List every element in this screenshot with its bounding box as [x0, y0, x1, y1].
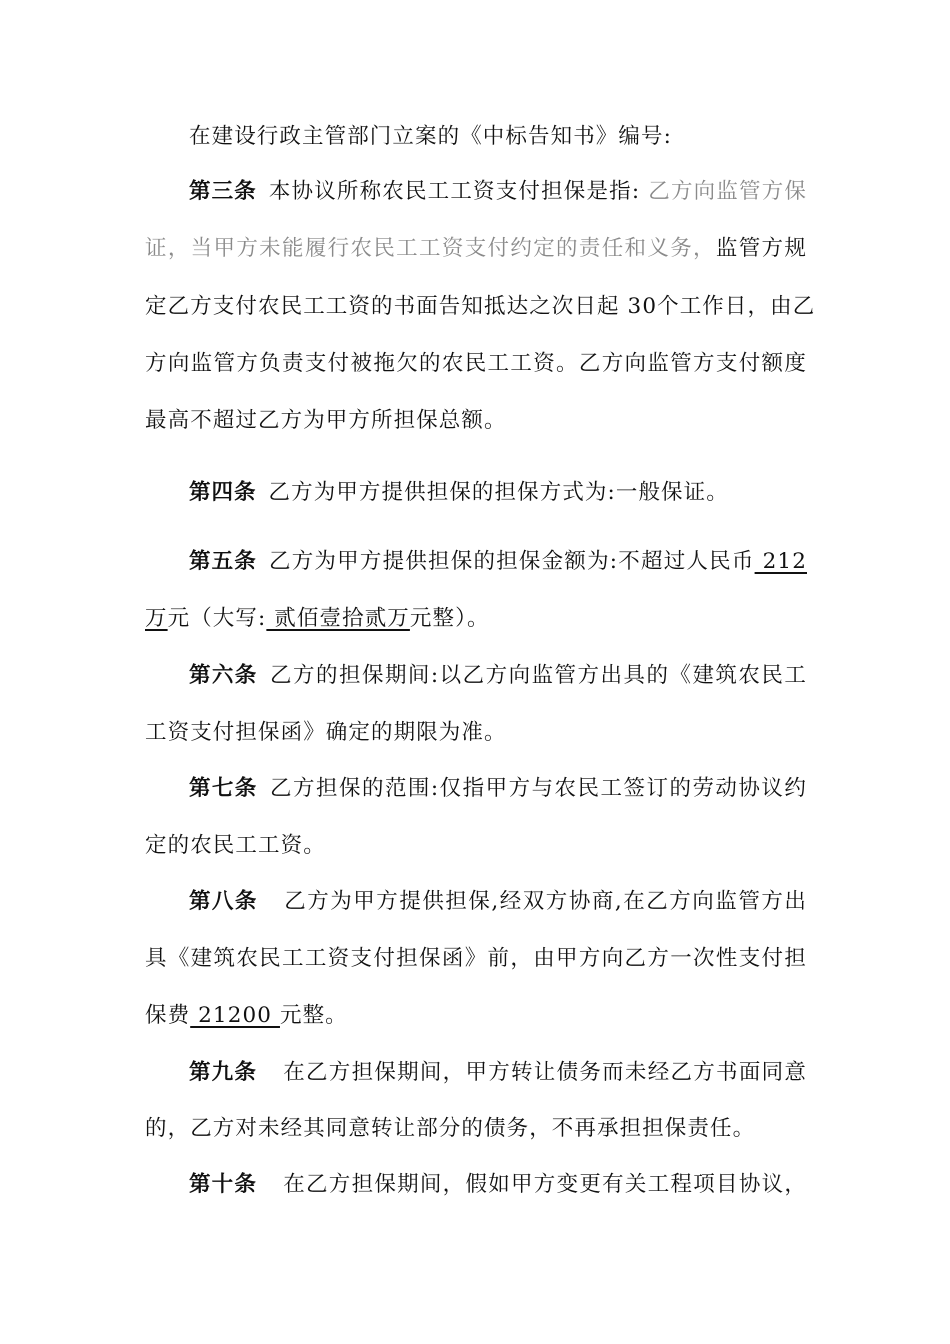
article-7-line-2 [145, 831, 807, 861]
body-text: 定的农民工工资。 [145, 833, 326, 858]
article-6-line-1 [189, 661, 807, 691]
body-text: 本协议所称农民工工资支付担保是指: [268, 179, 641, 204]
article-9-line-2 [145, 1114, 807, 1144]
paragraph-line [189, 122, 807, 152]
article-10-line-1 [189, 1170, 807, 1200]
article-heading: 第十条 [189, 1172, 258, 1197]
article-5-line-2 [145, 604, 807, 634]
article-8-line-2 [145, 944, 807, 974]
amount-in-words: 贰佰壹拾贰万 [266, 606, 410, 631]
article-heading: 第八条 [189, 889, 258, 914]
body-text: 乙方为甲方提供担保,经双方协商,在乙方向监管方出 [283, 889, 807, 914]
body-text: 在乙方担保期间，甲方转让债务而未经乙方书面同意 [283, 1060, 807, 1085]
body-text: 监管方规 [715, 236, 807, 261]
article-heading: 第九条 [189, 1060, 258, 1085]
body-text: 元整。 [279, 1003, 348, 1028]
body-text: 乙方担保的范围:仅指甲方与农民工签订的劳动协议约 [269, 776, 807, 801]
body-text: 保费 [145, 1003, 191, 1028]
guarantee-amount: 212 [754, 549, 807, 574]
article-heading: 第三条 [189, 179, 257, 204]
article-heading: 第七条 [189, 776, 258, 801]
article-5-line-1 [189, 547, 807, 577]
body-text: 乙方为甲方提供担保的担保金额为:不超过人民币 [268, 549, 755, 574]
article-4-line-1 [189, 478, 807, 508]
body-text: 在乙方担保期间，假如甲方变更有关工程项目协议， [283, 1172, 807, 1197]
body-text: 的，乙方对未经其同意转让部分的债务，不再承担担保责任。 [145, 1116, 756, 1141]
article-6-line-2 [145, 718, 807, 748]
article-3-line-2 [145, 234, 807, 264]
article-heading: 第四条 [189, 480, 257, 505]
guarantee-fee: 21200 [190, 1003, 280, 1028]
article-3-line-1 [189, 177, 807, 207]
article-3-line-5 [145, 406, 807, 436]
body-text: 乙方为甲方提供担保的担保方式为:一般保证。 [268, 480, 729, 505]
body-text: 具《建筑农民工工资支付担保函》前，由甲方向乙方一次性支付担 [145, 946, 807, 971]
body-text: 工资支付担保函》确定的期限为准。 [145, 720, 507, 745]
body-text-gray: 证，当甲方未能履行农民工工资支付约定的责任和义务， [145, 236, 716, 261]
amount-unit: 万 [145, 606, 168, 631]
article-heading: 第五条 [189, 549, 257, 574]
article-8-line-1 [189, 887, 807, 917]
article-9-line-1 [189, 1058, 807, 1088]
article-8-line-3 [145, 1001, 807, 1031]
body-text: 在建设行政主管部门立案的《中标告知书》编号: [189, 124, 672, 149]
body-text: 乙方的担保期间:以乙方向监管方出具的《建筑农民工 [269, 663, 807, 688]
body-text: 方向监管方负责支付被拖欠的农民工工资。乙方向监管方支付额度 [145, 351, 807, 376]
article-3-line-4 [145, 349, 807, 379]
body-text: 最高不超过乙方为甲方所担保总额。 [145, 408, 507, 433]
article-3-line-3 [145, 292, 816, 322]
article-7-line-1 [189, 774, 807, 804]
body-text: 定乙方支付农民工工资的书面告知抵达之次日起 30个工作日，由乙 [145, 294, 816, 319]
article-heading: 第六条 [189, 663, 258, 688]
body-text: 元整）。 [409, 606, 490, 631]
body-text-gray: 乙方向监管方保 [648, 179, 807, 204]
body-text: 元（大写: [167, 606, 267, 631]
